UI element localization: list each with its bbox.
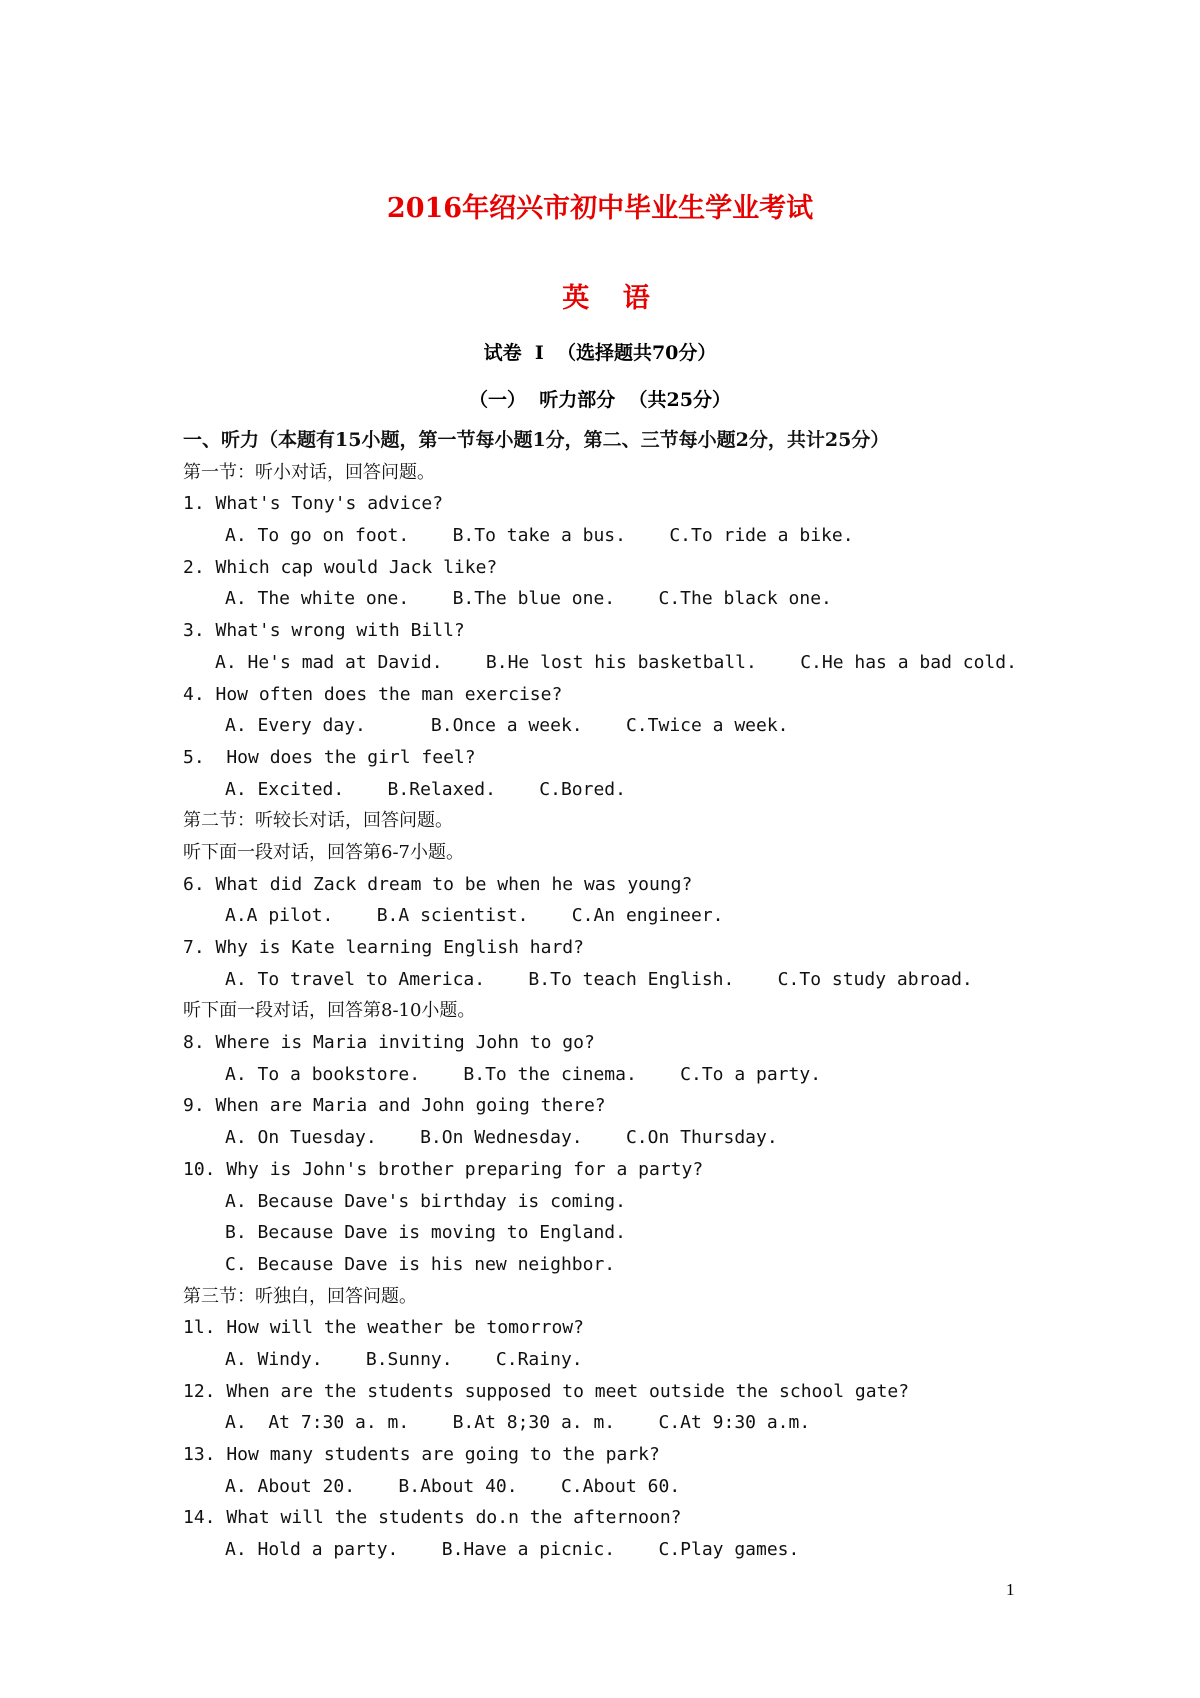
question-line: 14. What will the students do.n the afternoon?	[183, 1507, 682, 1529]
answer-options: A. The white one. B.The blue one. C.The black one.	[225, 588, 832, 610]
answer-options: A. About 20. B.About 40. C.About 60.	[225, 1475, 681, 1497]
lines-container	[183, 457, 1063, 1566]
section-instruction: 第一节：听小对话，回答问题。	[183, 461, 435, 483]
question-list	[183, 425, 1063, 1566]
exam-title: 2016年绍兴市初中毕业生学业考试	[386, 193, 814, 224]
page-number: 1	[1006, 1580, 1015, 1599]
answer-options: A. Because Dave's birthday is coming.	[225, 1190, 626, 1212]
section-instruction: 听下面一段对话，回答第8-10小题。	[183, 1000, 476, 1022]
question-line: 12. When are the students supposed to meet outside the school gate?	[183, 1380, 910, 1402]
answer-options: A. To a bookstore. B.To the cinema. C.To a party.	[225, 1063, 822, 1085]
question-line: 3. What's wrong with Bill?	[183, 620, 465, 642]
question-line: 1l. How will the weather be tomorrow?	[183, 1317, 584, 1339]
answer-options: A. Hold a party. B.Have a picnic. C.Play games.	[225, 1539, 800, 1561]
part-heading: （一） 听力部分 （共25分）	[469, 389, 731, 411]
section-instruction: 第三节：听独白，回答问题。	[183, 1285, 417, 1307]
answer-options: A. He's mad at David. B.He lost his basketball. C.He has a bad cold.	[215, 651, 1017, 673]
section-heading: 一、听力（本题有15小题，第一节每小题1分，第二、三节每小题2分，共计25分）	[183, 429, 890, 451]
paper-heading: 试卷 Ⅰ （选择题共70分）	[483, 342, 717, 364]
answer-options: B. Because Dave is moving to England.	[225, 1222, 626, 1244]
answer-options: A. To travel to America. B.To teach English. C.To study abroad.	[225, 968, 973, 990]
question-line: 5. How does the girl feel?	[183, 746, 476, 768]
answer-options: A. At 7:30 a. m. B.At 8;30 a. m. C.At 9:30 a.m.	[225, 1412, 811, 1434]
question-line: 10. Why is John's brother preparing for a party?	[183, 1158, 704, 1180]
answer-options: A. To go on foot. B.To take a bus. C.To ride a bike.	[225, 525, 854, 547]
answer-options: A. Windy. B.Sunny. C.Rainy.	[225, 1348, 583, 1370]
answer-options: A.A pilot. B.A scientist. C.An engineer.	[225, 905, 724, 927]
question-line: 6. What did Zack dream to be when he was young?	[183, 873, 693, 895]
subject-title: 英 语	[562, 283, 662, 314]
question-line: 1. What's Tony's advice?	[183, 493, 444, 515]
question-line: 13. How many students are going to the park?	[183, 1444, 660, 1465]
answer-options: A. Excited. B.Relaxed. C.Bored.	[225, 778, 626, 800]
question-line: 2. Which cap would Jack like?	[183, 556, 498, 578]
section-instruction: 第二节：听较长对话，回答问题。	[183, 810, 453, 832]
question-line: 8. Where is Maria inviting John to go?	[183, 1032, 595, 1054]
section-instruction: 听下面一段对话，回答第6-7小题。	[183, 841, 464, 863]
answer-options: C. Because Dave is his new neighbor.	[225, 1253, 616, 1275]
question-line: 7. Why is Kate learning English hard?	[183, 937, 584, 958]
answer-options: A. Every day. B.Once a week. C.Twice a week.	[225, 715, 789, 737]
question-line: 9. When are Maria and John going there?	[183, 1095, 606, 1117]
answer-options: A. On Tuesday. B.On Wednesday. C.On Thursday.	[225, 1127, 778, 1149]
question-line: 4. How often does the man exercise?	[183, 683, 563, 705]
